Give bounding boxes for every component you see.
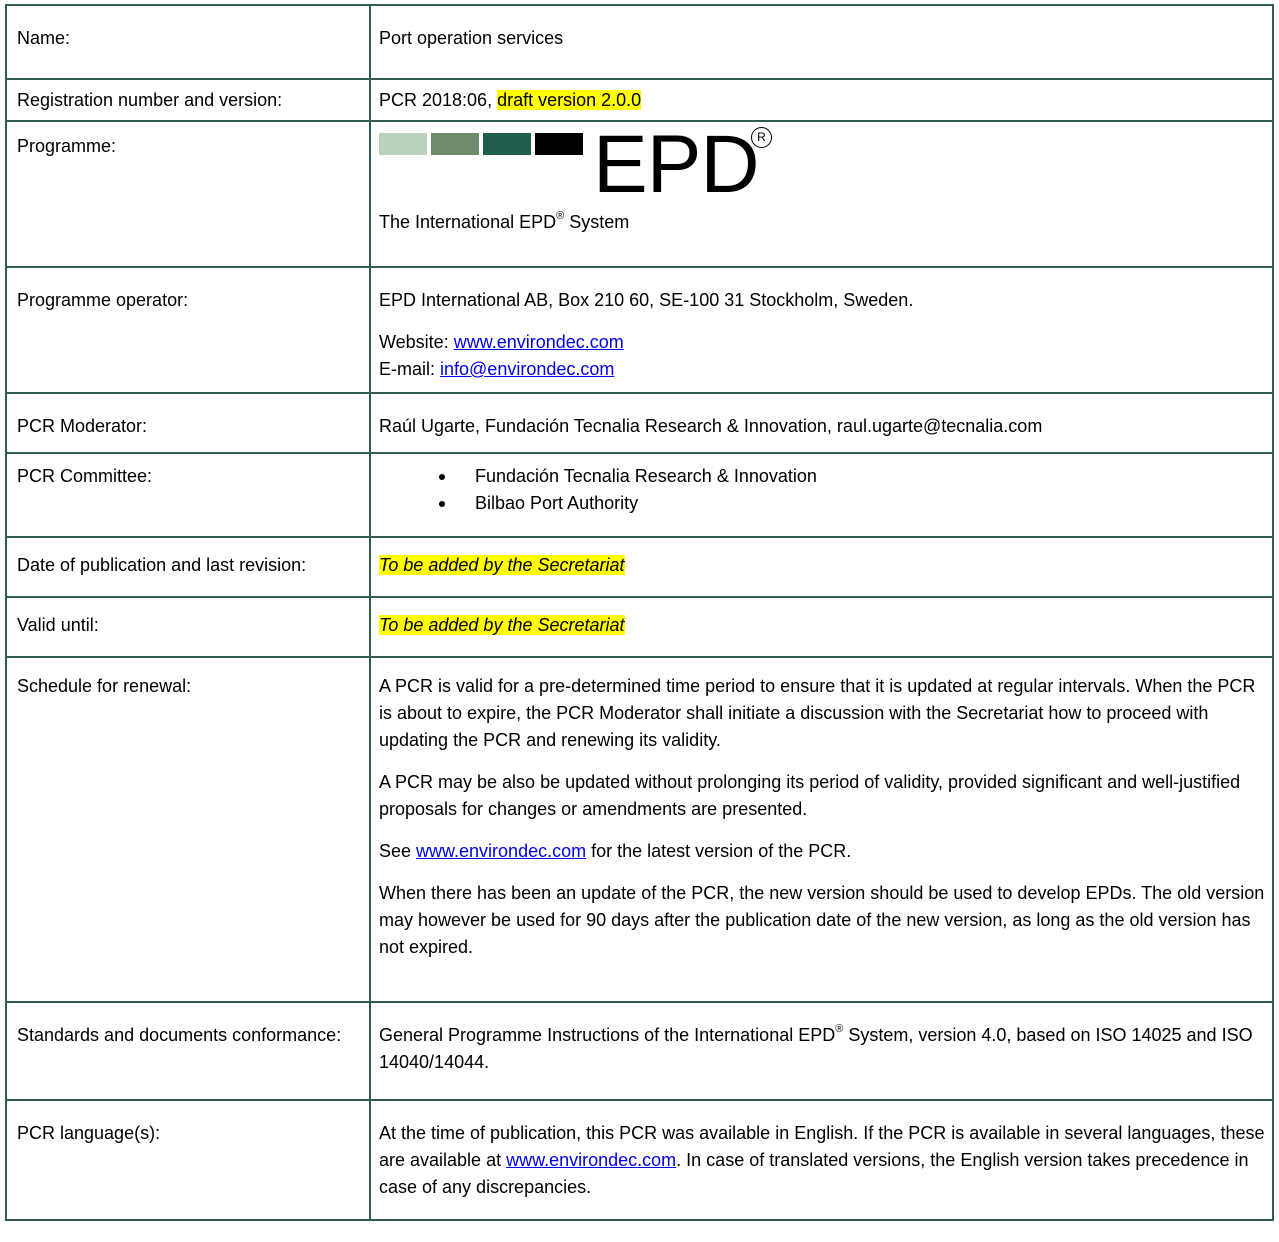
registered-mark-icon: R (751, 127, 772, 148)
table-row-publication (6, 537, 1273, 597)
renewal-paragraph-4: When there has been an update of the PCR, the new version should be used to develop EPDs. The old version may however be used for 90 days after the publication date of the new version, as long as the old version has not expired. (379, 883, 1265, 957)
label-programme: Programme: (6, 121, 370, 267)
label-standards: Standards and documents conformance: (6, 1002, 370, 1100)
value-registration (370, 79, 1273, 121)
label-operator: Programme operator: (6, 267, 370, 393)
renewal-website-link[interactable]: www.environdec.com (416, 841, 587, 861)
renewal-paragraph-2: A PCR may be also be updated without prolonging its period of validity, provided significant and well-justified proposals for changes or amendments are presented. (379, 772, 1241, 819)
website-link[interactable]: www.environdec.com (453, 332, 624, 352)
logo-bar-black (535, 133, 583, 155)
table-row-registration (6, 79, 1273, 121)
logo-wordmark: EPD (593, 119, 759, 210)
committee-list (379, 463, 1268, 517)
value-renewal (370, 657, 1273, 1002)
label-registration: Registration number and version: (6, 79, 370, 121)
renewal-paragraph-3: See www.environdec.com for the latest version of the PCR. (379, 841, 852, 861)
value-operator (370, 267, 1273, 393)
value-committee (370, 453, 1273, 537)
value-standards: General Programme Instructions of the International EPD® System, version 4.0, based on ISO 14025 and ISO 14040/14044. (370, 1002, 1273, 1100)
renewal-paragraph-1: A PCR is valid for a pre-determined time period to ensure that it is updated at regular intervals. When the PCR is about to expire, the PCR Moderator shall initiate a discussion with the Secretariat how to proceed with updating the PCR and renewing its validity. (379, 676, 1256, 750)
email-link[interactable]: info@environdec.com (440, 359, 615, 379)
table-row-committee (6, 453, 1273, 537)
label-language: PCR language(s): (6, 1100, 370, 1220)
publication-placeholder: To be added by the Secretariat (379, 555, 625, 575)
list-item: Bilbao Port Authority (379, 490, 1268, 517)
logo-bar-dark (483, 133, 531, 155)
operator-contacts: Website: www.environdec.com E-mail: info@environdec.com (379, 332, 624, 379)
label-name: Name: (6, 5, 370, 79)
registration-number: PCR 2018:06, (379, 90, 498, 110)
table-row-renewal (6, 657, 1273, 1002)
table-row-valid (6, 597, 1273, 657)
value-programme (370, 121, 1273, 267)
label-renewal: Schedule for renewal: (6, 657, 370, 1002)
list-item: Fundación Tecnalia Research & Innovation (379, 463, 1268, 490)
label-moderator: PCR Moderator: (6, 393, 370, 453)
programme-caption: The International EPD® System (379, 210, 630, 232)
language-website-link[interactable]: www.environdec.com (506, 1150, 677, 1170)
table-row-programme (6, 121, 1273, 267)
label-publication: Date of publication and last revision: (6, 537, 370, 597)
value-publication (370, 537, 1273, 597)
table-row-operator (6, 267, 1273, 393)
logo-bar-mid (431, 133, 479, 155)
table-row-name (6, 5, 1273, 79)
valid-placeholder: To be added by the Secretariat (379, 615, 625, 635)
epd-logo (379, 119, 1268, 210)
logo-bar-light (379, 133, 427, 155)
table-row-standards (6, 1002, 1273, 1100)
pcr-info-table (5, 4, 1274, 1221)
table-row-moderator (6, 393, 1273, 453)
value-valid (370, 597, 1273, 657)
operator-address: EPD International AB, Box 210 60, SE-100 31 Stockholm, Sweden. (379, 290, 914, 310)
table-row-language (6, 1100, 1273, 1220)
value-name: Port operation services (370, 5, 1273, 79)
value-language: At the time of publication, this PCR was available in English. If the PCR is available in several languages, these are available at www.environdec.com. In case of translated versions, the English version takes precedence in case of any discrepancies. (370, 1100, 1273, 1220)
draft-version-highlight: draft version 2.0.0 (497, 90, 642, 110)
label-committee: PCR Committee: (6, 453, 370, 537)
label-valid: Valid until: (6, 597, 370, 657)
value-moderator: Raúl Ugarte, Fundación Tecnalia Research & Innovation, raul.ugarte@tecnalia.com (370, 393, 1273, 453)
